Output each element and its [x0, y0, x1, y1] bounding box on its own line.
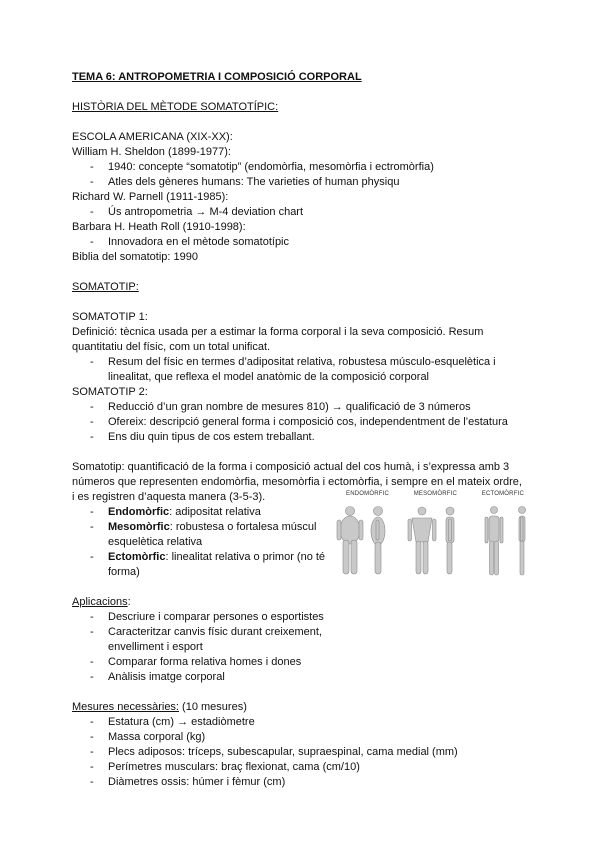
somatotype-figure — [330, 490, 540, 580]
list-item: - Perímetres musculars: braç flexionat, cama (cm/10) — [72, 760, 532, 775]
list-item — [72, 355, 532, 385]
type-desc: forma) — [108, 566, 140, 578]
somatotip-paragraph-line: Somatotip: quantificació de la forma i composició actual del cos humà, i s’expressa amb 3 — [72, 461, 510, 473]
list-item: - Reducció d’un gran nombre de mesures 810) → qualificació de 3 números — [72, 400, 532, 415]
list-item: - Ofereix: descripció general forma i composició cos, independentment de l’estatura — [72, 415, 532, 430]
list-item: - Ens diu quin tipus de cos estem treballant. — [72, 430, 532, 445]
applications-heading-text: Aplicacions — [72, 596, 128, 608]
figure-label-ectomorphic: ECTOMÒRFIC — [481, 491, 524, 497]
definition-line: quantitatiu del físic, com un total unificat. — [72, 341, 271, 353]
list-item: - Anàlisis imatge corporal — [72, 670, 532, 685]
applications-colon: : — [127, 596, 131, 608]
type-mesomorphic — [72, 520, 368, 550]
applications-heading — [72, 595, 532, 610]
type-desc: esquelètica relativa — [108, 536, 203, 548]
list-item-text: Caracteritzar canvis físic durant creixement, — [108, 626, 322, 638]
list-item-text: Resum del físic en termes d’adipositat relativa, robustesa músculo-esquelètica i — [108, 356, 496, 368]
school-line: ESCOLA AMERICANA (XIX-XX): — [72, 131, 233, 143]
person-parnell: Richard W. Parnell (1911-1985): — [72, 191, 229, 203]
measures-count: (10 mesures) — [179, 701, 247, 713]
document-content — [72, 70, 532, 790]
list-item: - Descriure i comparar persones o esportistes — [72, 610, 532, 625]
list-item: - Estatura (cm) → estadiòmetre — [72, 715, 532, 730]
body-silhouettes-illustration — [330, 504, 540, 580]
history-heading: HISTÒRIA DEL MÈTODE SOMATOTÍPIC: — [72, 101, 279, 113]
list-item: - 1940: concepte “somatotip” (endomòrfia, mesomòrfia i ectromòrfia) — [72, 160, 532, 175]
bible-line: Biblia del somatotip: 1990 — [72, 251, 198, 263]
somatotip-paragraph-line: i es registren d’aquesta manera (3-5-3). — [72, 491, 266, 503]
endomorph-side-figure — [371, 507, 385, 575]
document-title: TEMA 6: ANTROPOMETRIA I COMPOSICIÓ CORPORAL — [72, 71, 362, 83]
list-item-text: envelliment i esport — [108, 641, 203, 653]
type-term: Ectomòrfic — [108, 551, 166, 563]
list-item: - Massa corporal (kg) — [72, 730, 532, 745]
somatotip-heading: SOMATOTIP: — [72, 281, 139, 293]
person-heath: Barbara H. Heath Roll (1910-1998): — [72, 221, 246, 233]
ectomorph-side-figure — [519, 507, 526, 576]
list-item: - Ús antropometria → M-4 deviation chart — [72, 205, 532, 220]
ectomorph-front-figure — [485, 507, 503, 576]
list-item: - Innovadora en el mètode somatotípic — [72, 235, 532, 250]
endomorph-front-figure — [337, 507, 363, 575]
type-term: Mesomòrfic — [108, 521, 170, 533]
somatotip-2-heading: SOMATOTIP 2: — [72, 386, 148, 398]
definition-line: Definició: tècnica usada per a estimar la forma corporal i la seva composició. Resum — [72, 326, 484, 338]
figure-label-endomorphic: ENDOMÒRFIC — [346, 491, 389, 497]
type-desc: : adipositat relativa — [169, 506, 261, 518]
list-item: - Diàmetres ossis: húmer i fèmur (cm) — [72, 775, 532, 790]
mesomorph-side-figure — [446, 507, 454, 574]
type-endomorphic — [72, 505, 368, 520]
figure-labels — [330, 490, 540, 498]
figure-label-mesomorphic: MESOMÒRFIC — [413, 491, 458, 497]
mesomorph-front-figure — [408, 507, 436, 574]
somatotip-paragraph-line: números que representen endomòrfia, mesomòrfia i ectomòrfia, i sempre en el mateix ordre, — [72, 476, 522, 488]
somatotip-1-heading: SOMATOTIP 1: — [72, 311, 148, 323]
measures-heading-text: Mesures necessàries: — [72, 701, 179, 713]
list-item — [72, 625, 532, 655]
list-item: - Plecs adiposos: tríceps, subescapular, supraespinal, cama medial (mm) — [72, 745, 532, 760]
type-desc: : linealitat relativa o primor (no té — [165, 551, 326, 563]
person-sheldon: William H. Sheldon (1899-1977): — [72, 146, 231, 158]
list-item: - Atles dels gèneres humans: The varieties of human physiqu — [72, 175, 532, 190]
type-ectomorphic — [72, 550, 368, 580]
measures-heading — [72, 700, 532, 715]
list-item: - Comparar forma relativa homes i dones — [72, 655, 532, 670]
type-desc: : robustesa o fortalesa múscul — [169, 521, 317, 533]
type-term: Endomòrfic — [108, 506, 170, 518]
list-item-text: linealitat, que reflexa el model anatòmic de la composició corporal — [108, 371, 430, 383]
